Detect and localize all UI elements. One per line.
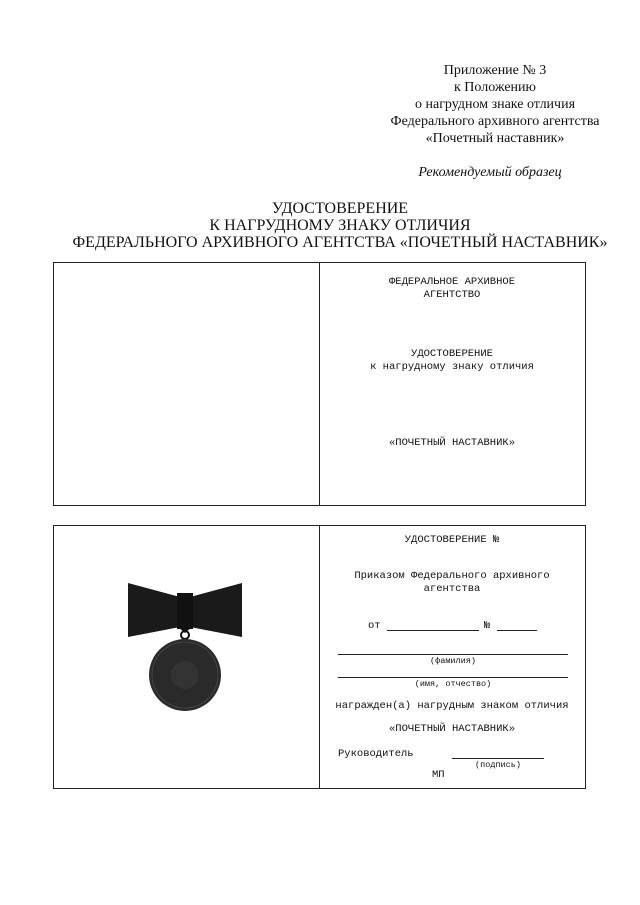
inner-order-line-2: агентства	[423, 583, 481, 595]
medal-emblem	[171, 661, 199, 689]
stamp-label: МП	[432, 769, 445, 781]
medal-illustration	[120, 575, 250, 715]
cover-title-block	[320, 348, 584, 374]
recommended-sample-label: Рекомендуемый образец	[418, 165, 562, 180]
heading-line-1: УДОСТОВЕРЕНИЕ	[271, 200, 409, 217]
ribbon-knot	[177, 593, 193, 629]
inner-award-name: «ПОЧЕТНЫЙ НАСТАВНИК»	[388, 723, 516, 735]
annex-line-3: о нагрудном знаке отличия	[414, 97, 576, 112]
ribbon-left	[128, 583, 180, 637]
heading-line-3: ФЕДЕРАЛЬНОГО АРХИВНОГО АГЕНТСТВА «ПОЧЕТНЫЙ НАСТАВНИК»	[72, 234, 608, 251]
inner-order-block	[320, 570, 584, 596]
inner-order-line-1: Приказом Федерального архивного	[354, 570, 550, 582]
annex-line-1: Приложение № 3	[443, 63, 547, 78]
cover-agency	[320, 276, 584, 302]
annex-line-2: к Положению	[453, 80, 536, 95]
annex-block	[360, 62, 630, 147]
date-line	[387, 630, 479, 631]
from-label: от	[368, 620, 381, 632]
inner-fold-line	[319, 525, 320, 788]
cover-cert-title: УДОСТОВЕРЕНИЕ	[411, 348, 493, 360]
document-heading	[20, 200, 640, 251]
ribbon-right	[190, 583, 242, 637]
signature-caption: (подпись)	[475, 760, 521, 770]
surname-line	[338, 654, 568, 655]
number-label: №	[484, 620, 491, 632]
name-line	[338, 677, 568, 678]
signature-line	[452, 758, 544, 759]
annex-line-5: «Почетный наставник»	[425, 131, 565, 146]
awarded-text: награжден(а) нагрудным знаком отличия	[335, 700, 569, 712]
name-caption: (имя, отчество)	[414, 679, 492, 689]
heading-line-2: К НАГРУДНОМУ ЗНАКУ ОТЛИЧИЯ	[209, 217, 471, 234]
cover-award-name: «ПОЧЕТНЫЙ НАСТАВНИК»	[388, 437, 516, 449]
cover-agency-line-2: АГЕНТСТВО	[423, 289, 481, 301]
surname-caption: (фамилия)	[430, 656, 476, 666]
inner-cert-number: УДОСТОВЕРЕНИЕ №	[404, 534, 500, 546]
cover-agency-line-1: ФЕДЕРАЛЬНОЕ АРХИВНОЕ	[388, 276, 516, 288]
head-label: Руководитель	[338, 748, 414, 760]
cover-cert-subtitle: к нагрудному знаку отличия	[370, 361, 534, 373]
order-number-line	[497, 630, 537, 631]
annex-line-4: Федерального архивного агентства	[390, 114, 600, 129]
